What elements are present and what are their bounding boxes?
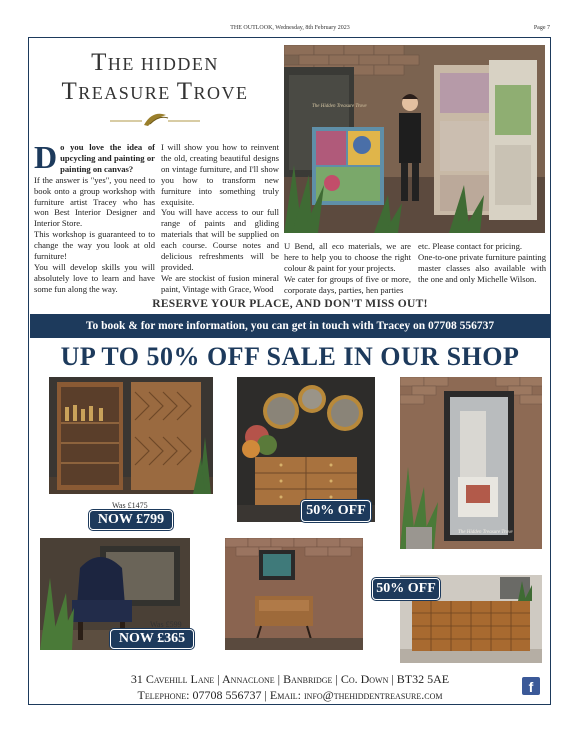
footer-address: 31 Cavehill Lane | Annaclone | Banbridge | Co. Down | BT32 5AE xyxy=(130,672,450,686)
mirror-photo xyxy=(400,377,542,549)
article-intro: o you love the idea of upcycling and painting or painting on canvas? xyxy=(60,142,155,174)
article-column-1 xyxy=(34,139,155,295)
article-paragraph: etc. Please contact for pricing. xyxy=(418,241,523,251)
brush-stroke-icon xyxy=(110,110,200,128)
article-paragraph: You will develop skills you will absolutely love to learn and have some fun along the way. xyxy=(34,261,155,294)
masthead xyxy=(30,25,550,35)
drinks-cabinet-photo xyxy=(49,377,213,494)
article-column-3 xyxy=(284,241,411,296)
article-paragraph: We are stockist of fusion mineral paint, Vintage with Grace, Wood xyxy=(161,272,279,294)
svg-text:The Hidden Treasure Trove: The Hidden Treasure Trove xyxy=(312,104,367,109)
page-number: Page 7 xyxy=(533,25,550,31)
discount-badge: 50% OFF xyxy=(301,500,371,522)
now-price-badge: NOW £365 xyxy=(110,629,194,649)
article-paragraph: One-to-one private furniture painting master classes also available with the one and only Michelle Wilson. xyxy=(418,251,546,284)
booking-bar: To book & for more information, you can get in touch with Tracey on 07708 556737 xyxy=(30,314,550,338)
logo-line-2: TREASURE TROVE xyxy=(61,78,249,105)
drop-cap: D xyxy=(34,139,58,175)
discount-badge: 50% OFF xyxy=(372,578,440,600)
article-paragraph: This workshop is guaranteed to to change the way you look at old furniture! xyxy=(34,229,155,262)
article-paragraph: If the answer is "yes", you need to book onto a group workshop with furniture artist Tracey who has won Best Interior Designer and Interior Store. xyxy=(34,174,155,229)
was-price: Was £1475 xyxy=(112,501,148,510)
article-column-4 xyxy=(418,241,546,285)
side-table-photo xyxy=(225,538,363,650)
svg-text:The Hidden Treasure Trove: The Hidden Treasure Trove xyxy=(458,530,513,535)
reserve-heading: RESERVE YOUR PLACE, AND DON'T MISS OUT! xyxy=(152,298,428,310)
article-column-2 xyxy=(161,142,279,295)
article-paragraph: U Bend, all eco materials, we are here to help you to choose the right colour & paint for your projects. xyxy=(284,241,411,273)
sale-heading: UP TO 50% OFF SALE IN OUR SHOP xyxy=(60,342,520,371)
masthead-date: THE OUTLOOK, Wednesday, 8th February 2023 xyxy=(230,25,350,31)
footer-contact: Telephone: 07708 556737 | Email: info@thehiddentreasure.com xyxy=(137,688,443,702)
now-price-badge: NOW £799 xyxy=(89,510,173,530)
was-price: Was £599 xyxy=(150,620,182,629)
workshop-photo xyxy=(284,45,545,233)
logo xyxy=(40,45,270,133)
article-paragraph: I will show you how to reinvent the old, creating beautiful designs on vintage furniture, and I'll show you how to transform new furniture into something truly exquisite. xyxy=(161,142,279,207)
logo-line-1: THE HIDDEN xyxy=(91,49,219,76)
article-paragraph: You will have access to our full range of paints and gliding materials that will be supplied on each course. Course notes and delicious refreshments will be provided. xyxy=(161,207,279,272)
facebook-icon[interactable]: f xyxy=(522,677,540,695)
article-paragraph: We cater for groups of five or more, corporate days, parties, hen parties xyxy=(284,273,411,295)
